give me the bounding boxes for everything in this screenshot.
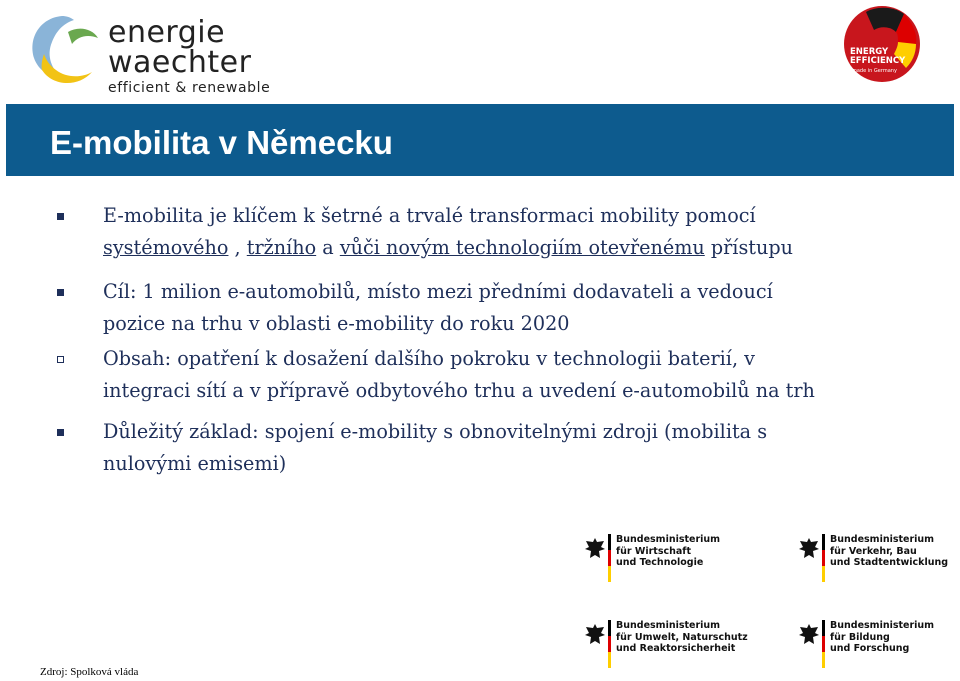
ministry-logo-bildung — [798, 620, 960, 670]
bullet-text-segment: přístupu — [704, 236, 793, 259]
bullet-text — [103, 343, 903, 407]
bullet-item-4 — [103, 416, 903, 480]
federal-eagle-icon — [798, 622, 820, 648]
underlined-text: systémového — [103, 236, 229, 259]
ministry-name: Bundesministerium für Umwelt, Naturschutz und Reaktorsicherheit — [616, 620, 748, 654]
logo-line-3: efficient & renewable — [108, 80, 271, 96]
ministry-name: Bundesministerium für Bildung und Forschung — [830, 620, 935, 654]
federal-eagle-icon — [584, 622, 606, 648]
bullet-marker-icon — [57, 429, 64, 436]
bullet-text — [103, 416, 903, 480]
bullet-text-segment: Obsah: opatření k dosažení dalšího pokroku v technologii baterií, v — [103, 347, 755, 370]
bullet-text-segment: a — [316, 236, 340, 259]
bullet-item-1 — [103, 200, 903, 264]
energie-waechter-logo — [22, 8, 302, 96]
logo-line-1: energie — [108, 15, 226, 50]
bullet-marker-icon — [57, 213, 64, 220]
bullet-marker-icon — [57, 356, 64, 363]
bullet-text-segment: E-mobilita je klíčem k šetrné a trvalé transformaci mobility pomocí — [103, 204, 756, 227]
badge-subtitle: made in Germany — [852, 68, 897, 74]
logo-line-2: waechter — [108, 45, 252, 80]
ministry-logo-wirtschaft — [584, 534, 764, 584]
bullet-text-segment: , — [228, 236, 247, 259]
energy-efficiency-badge — [836, 2, 928, 86]
bullet-text-segment: Cíl: 1 milion e-automobilů, místo mezi předními dodavateli a vedoucí — [103, 280, 773, 303]
federal-eagle-icon — [584, 536, 606, 562]
source-note: Zdroj: Spolková vláda — [40, 666, 139, 678]
badge-line-2: EFFICIENCY — [850, 56, 906, 66]
logo-swirl-icon — [22, 8, 106, 90]
bullet-marker-icon — [57, 289, 64, 296]
ministry-name: Bundesministerium für Verkehr, Bau und Stadtentwicklung — [830, 534, 949, 568]
bullet-item-2 — [103, 276, 903, 340]
flag-stripe — [822, 534, 825, 582]
title-banner — [6, 104, 954, 176]
flag-stripe — [608, 534, 611, 582]
bullet-text-segment: integraci sítí a v přípravě odbytového trhu a uvedení e-automobilů na trh — [103, 379, 815, 402]
bullet-text-segment: nulovými emisemi) — [103, 452, 287, 475]
ministry-logo-verkehr — [798, 534, 960, 584]
flag-stripe — [822, 620, 825, 668]
badge-line-1: ENERGY — [850, 47, 889, 57]
underlined-text: tržního — [246, 236, 317, 259]
badge-title — [850, 48, 905, 66]
federal-eagle-icon — [798, 536, 820, 562]
page-title: E-mobilita v Německu — [50, 124, 393, 161]
bullet-text — [103, 276, 903, 340]
ministry-logo-umwelt — [584, 620, 764, 670]
bullet-text-segment: pozice na trhu v oblasti e-mobility do roku 2020 — [103, 312, 570, 335]
ministry-name: Bundesministerium für Wirtschaft und Technologie — [616, 534, 721, 568]
logo-wordmark — [108, 15, 271, 96]
bullet-text — [103, 200, 903, 264]
flag-stripe — [608, 620, 611, 668]
underlined-text: vůči novým technologiím otevřenému — [339, 236, 705, 259]
bullet-text-segment: Důležitý základ: spojení e-mobility s obnovitelnými zdroji (mobilita s — [103, 420, 768, 443]
bullet-item-3 — [103, 343, 903, 407]
